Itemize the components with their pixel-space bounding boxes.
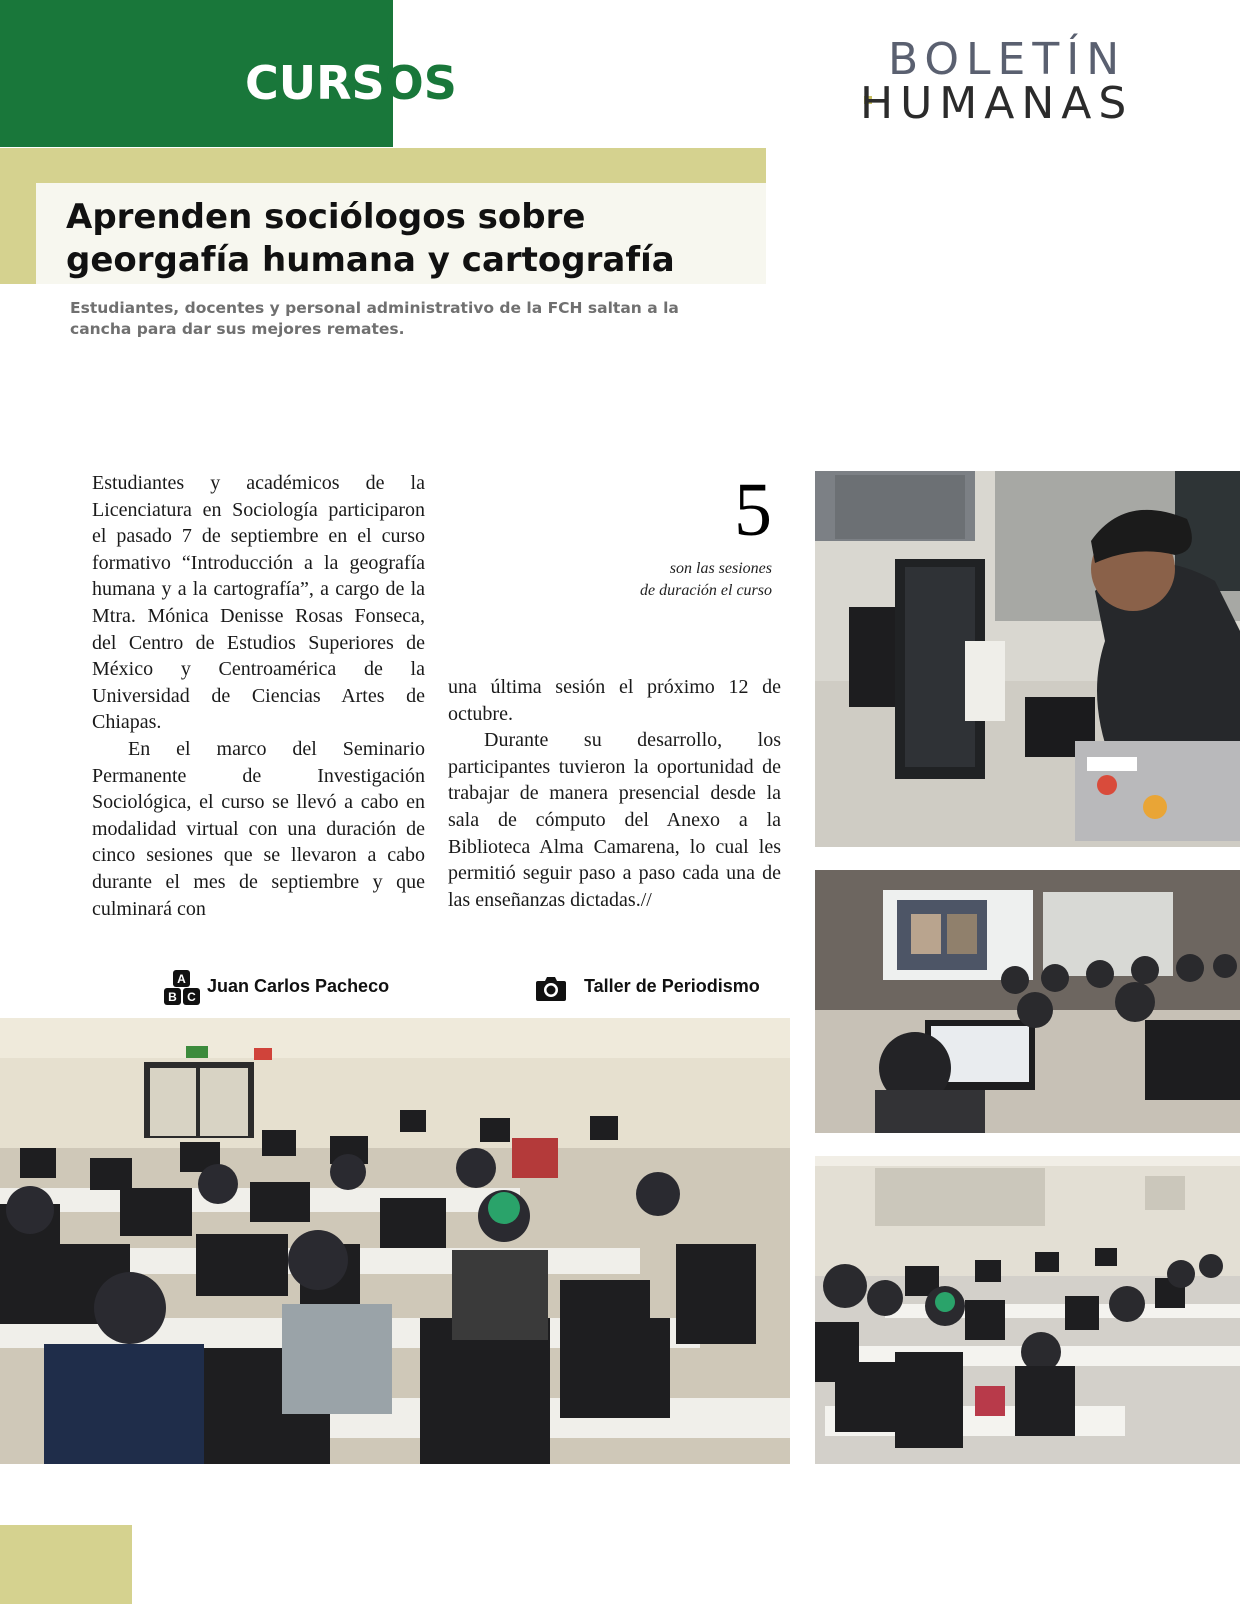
paragraph: En el marco del Seminario Permanente de Investigación Sociológica, el curso se llevó a cabo en modalidad virtual con una duración de cinco sesiones que se llevaron a cabo durante el mes de septiembre y que culminará con — [92, 737, 425, 920]
paragraph: una última sesión el próximo 12 de octubre. — [448, 676, 781, 725]
svg-text:A: A — [177, 972, 186, 986]
photographer-credit: Taller de Periodismo — [584, 976, 760, 996]
stat-caption-line2: de duración el curso — [640, 582, 772, 599]
logo-line1: BOLETÍN — [888, 34, 1127, 85]
logo-line2: HUMANAS — [860, 78, 1134, 129]
photo-virtual-session — [815, 870, 1240, 1133]
abc-blocks-icon — [164, 970, 200, 1006]
photo-classroom-main — [0, 1018, 790, 1464]
footer-accent-block — [0, 1525, 132, 1604]
paragraph: Estudiantes y académicos de la Licenciatura en Sociología participaron el pasado 7 de septiembre en el curso formativo “Introducción a la geografía humana y a la cartografía”, a cargo de la Mtra. Mónica Denisse Rosas Fonseca, del Centro de Estudios Superiores de México y Centroamérica de la Universidad de Ciencias Artes de Chiapas. — [92, 472, 425, 734]
svg-text:C: C — [187, 990, 196, 1004]
paragraph: Durante su desarrollo, los participantes tuvieron la oportunidad de trabajar de manera presencial desde la sala de cómputo del Anexo a la Biblioteca Alma Camarena, lo cual les permitió seguir paso a paso cada una de las enseñanzas dictadas.// — [448, 729, 781, 911]
article-subtitle: Estudiantes, docentes y personal administrativo de la FCH saltan a la cancha para dar sus mejores remates. — [70, 299, 679, 338]
writer-credit: Juan Carlos Pacheco — [207, 976, 390, 996]
svg-text:B: B — [168, 990, 177, 1004]
boletin-humanas-logo — [860, 34, 1180, 129]
article-column-right — [448, 674, 781, 913]
stat-caption-line1: son las sesiones — [669, 560, 772, 577]
stat-number: 5 — [734, 468, 772, 552]
title-accent-bar — [0, 148, 766, 185]
title-accent-side — [0, 148, 36, 284]
photo-participants — [815, 1156, 1240, 1464]
article-column-left — [92, 470, 425, 922]
camera-icon — [535, 974, 567, 1002]
stat-caption — [560, 558, 772, 602]
section-label-part2: OS — [384, 56, 457, 110]
section-label — [245, 50, 457, 116]
photo-instructor — [815, 471, 1240, 847]
article-headline: Aprenden sociólogos sobre georgafía humana y cartografía — [66, 197, 675, 280]
section-label-part1: CURS — [245, 56, 385, 110]
